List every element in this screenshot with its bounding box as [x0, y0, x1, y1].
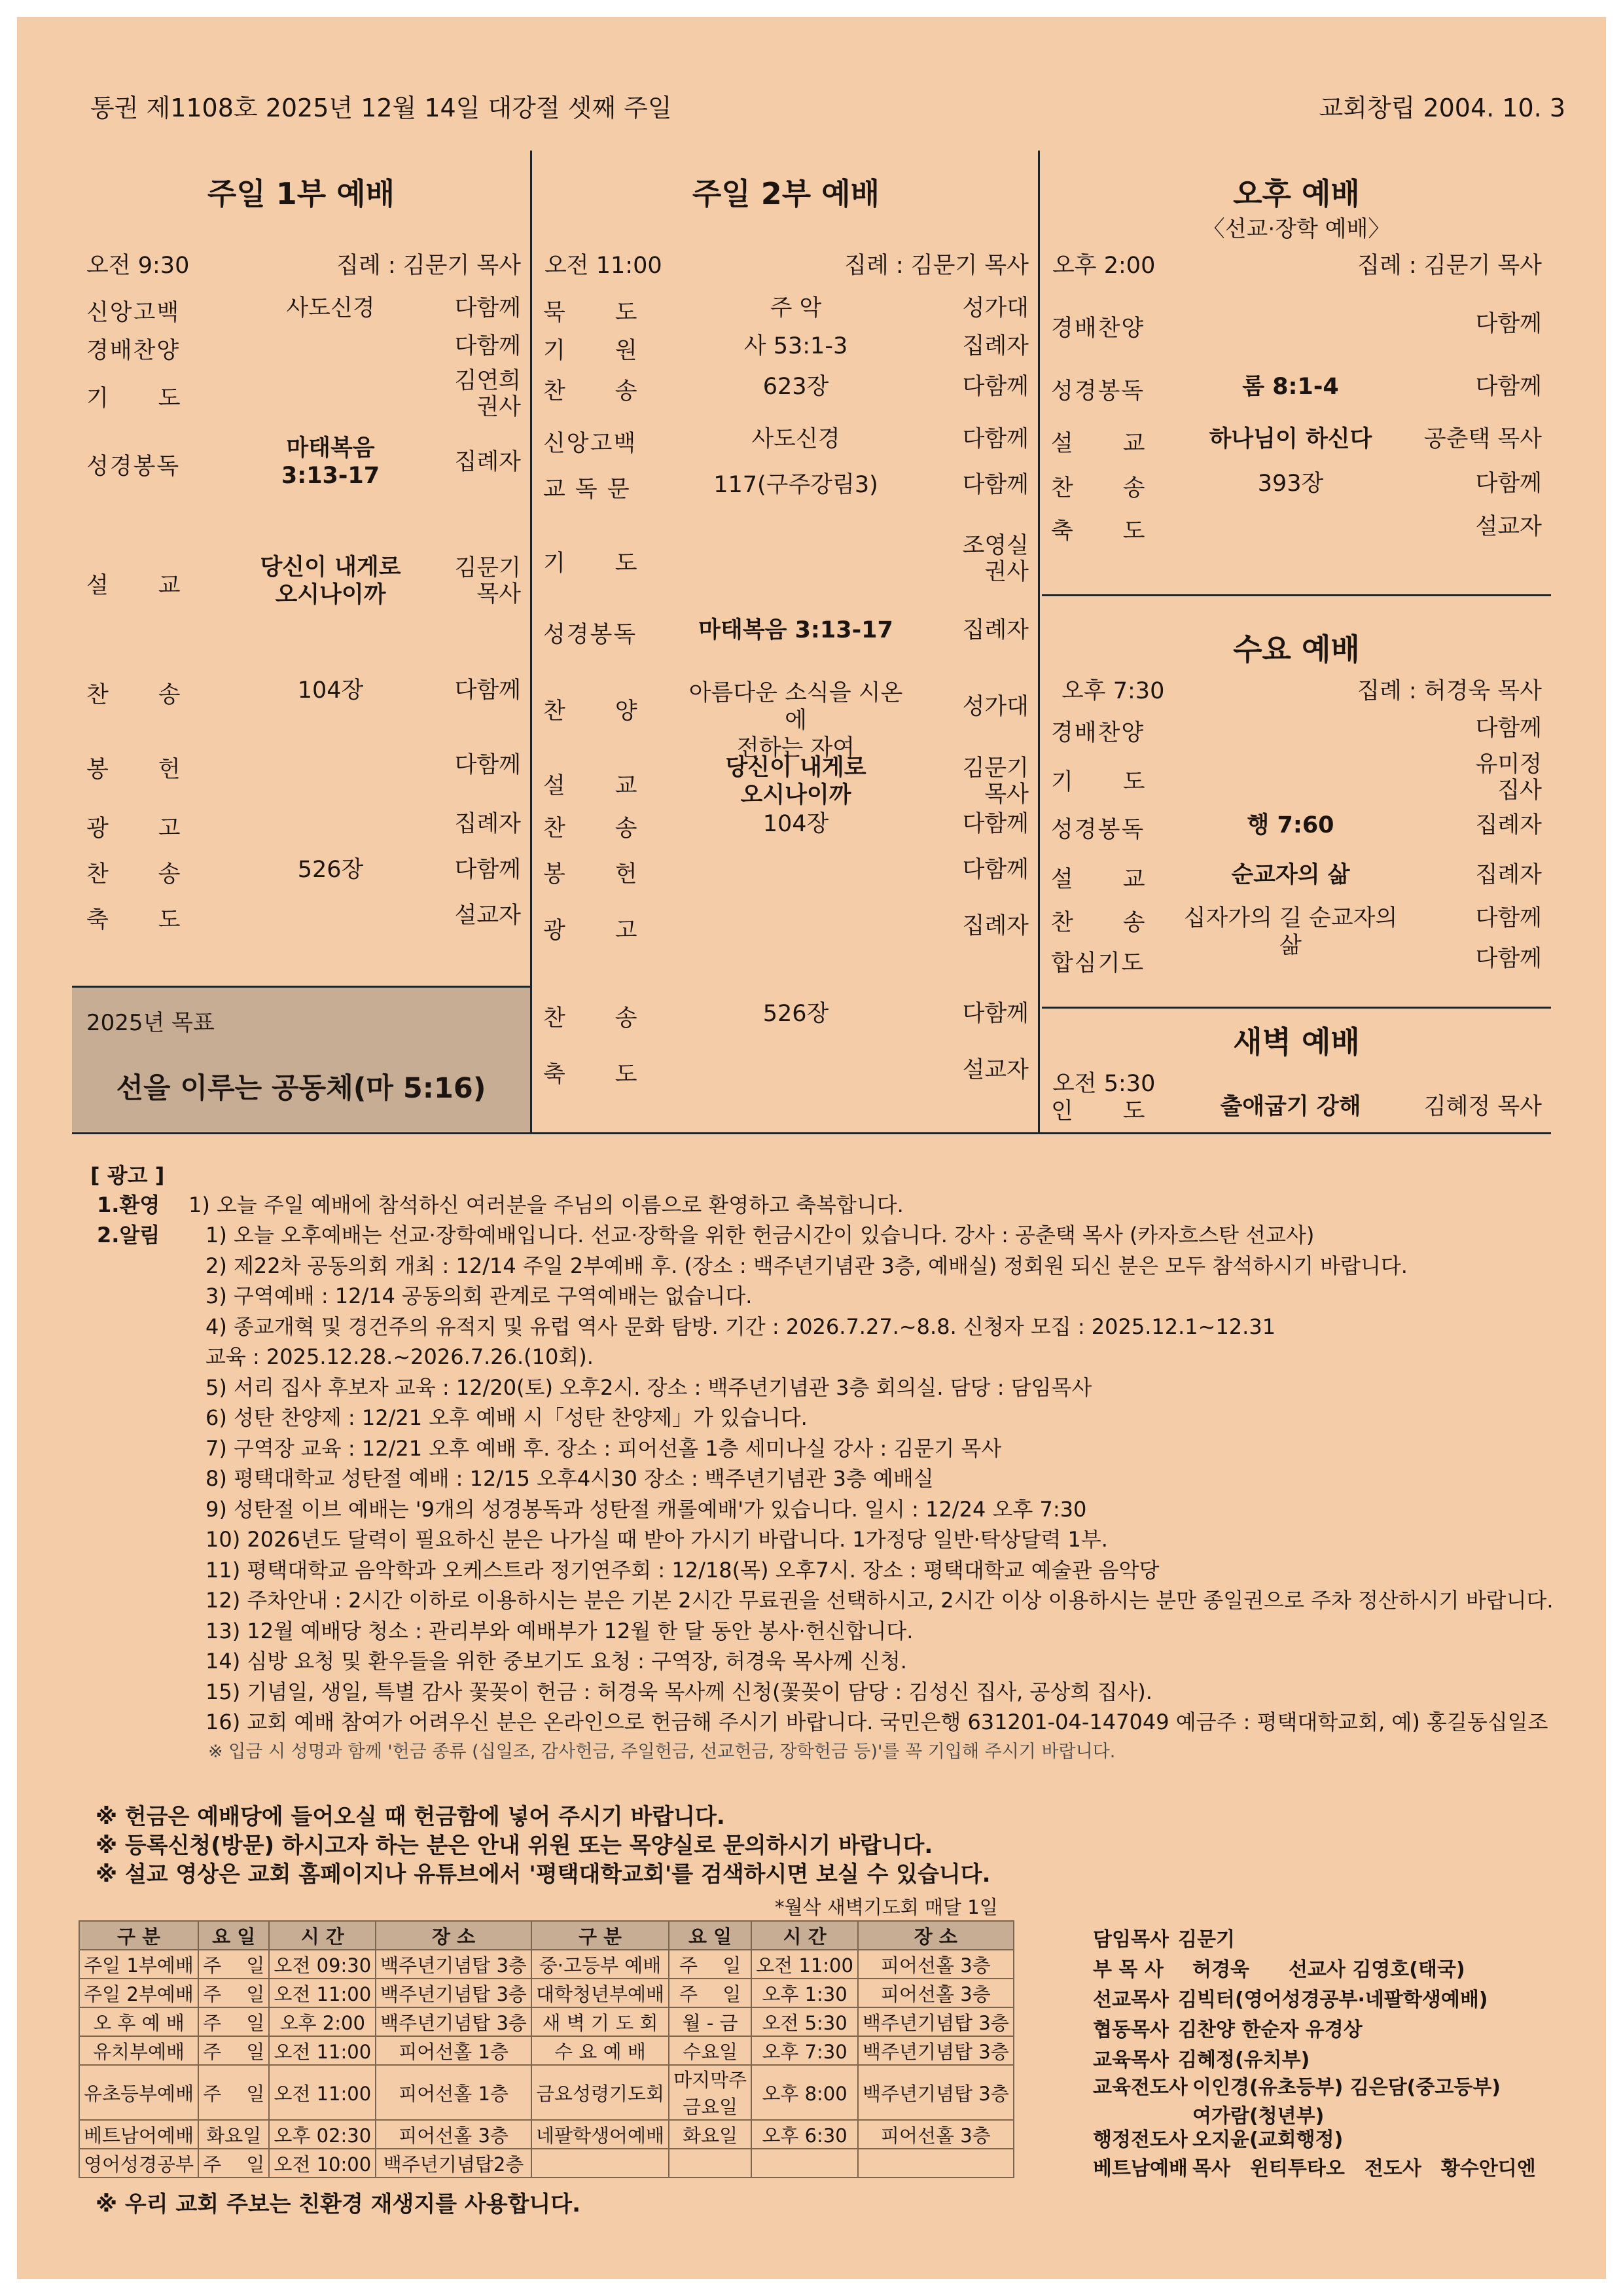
eco-note: ※ 우리 교회 주보는 친환경 재생지를 사용합니다. [96, 2191, 581, 2217]
order-person: 김문기 목사 [454, 555, 521, 607]
order-name: 성경봉독 [86, 454, 181, 480]
schedule-cell: 백주년기념탑 3층 [858, 2007, 1014, 2036]
service2-section [534, 151, 1038, 1132]
order-name: 설 교 [1051, 867, 1147, 893]
order-name: 성경봉독 [1051, 817, 1145, 843]
schedule-table [79, 1920, 1014, 2178]
schedule-cell: 주일 1부예배 [79, 1950, 198, 1979]
order-name: 찬 송 [1051, 910, 1147, 936]
order-name: 축 도 [543, 1062, 639, 1088]
schedule-cell: 백주년기념탑 3층 [376, 1950, 531, 1979]
staff-role: 담임목사 [1093, 1928, 1169, 1951]
schedule-cell: 베트남어예배 [79, 2120, 198, 2149]
schedule-header-cell: 요 일 [198, 1921, 269, 1950]
order-content: 하나님이 하신다 [1209, 426, 1372, 452]
notice-item: 8) 평택대학교 성탄절 예배 : 12/15 오후4시30 장소 : 백주년기념관 3층 예배실 [205, 1466, 934, 1491]
service-row [534, 1056, 1038, 1088]
order-content: 출애굽기 강해 [1220, 1094, 1361, 1120]
afternoon-leader: 집례 : 김문기 목사 [1357, 253, 1542, 279]
order-content: 마태복음 3:13-17 [281, 435, 380, 489]
notice-item: 교육 : 2025.12.28.~2026.7.26.(10회). [205, 1344, 594, 1369]
service-row [534, 754, 1038, 809]
order-person: 다함께 [1475, 471, 1542, 497]
schedule-cell: 오후 7:30 [751, 2036, 858, 2065]
order-name: 기 도 [1051, 769, 1147, 795]
schedule-header-cell: 구 분 [531, 1921, 669, 1950]
service1-section [72, 151, 530, 982]
schedule-cell: 영어성경공부 [79, 2149, 198, 2178]
staff-role: 베트남예배 [1093, 2157, 1188, 2180]
order-person: 다함께 [454, 857, 521, 883]
order-name: 찬 송 [86, 861, 182, 888]
welcome-label: 1.환영 [97, 1193, 160, 1217]
schedule-cell: 오후 2:00 [269, 2007, 376, 2036]
schedule-cell: 오후 02:30 [269, 2120, 376, 2149]
schedule-cell [858, 2149, 1014, 2178]
table-row [79, 2007, 1014, 2036]
service-row [72, 554, 530, 609]
order-content: 사도신경 [286, 295, 375, 321]
order-name: 찬 송 [543, 1005, 639, 1031]
schedule-cell: 화요일 [669, 2120, 751, 2149]
schedule-cell: 주 일 [198, 2036, 269, 2065]
section-divider [1042, 1007, 1551, 1009]
schedule-cell: 오전 11:00 [269, 2065, 376, 2120]
order-person: 집례자 [1475, 812, 1542, 838]
order-person: 다함께 [962, 811, 1029, 837]
welcome-text: 1) 오늘 주일 예배에 참석하신 여러분을 주님의 이름으로 환영하고 축복합니다. [188, 1193, 904, 1217]
order-content: 526장 [297, 857, 364, 883]
schedule-cell: 피어선홀 3층 [858, 1950, 1014, 1979]
order-name: 기 도 [543, 550, 639, 577]
section-divider [72, 1132, 1551, 1134]
schedule-cell: 주 일 [669, 1950, 751, 1979]
table-row [79, 2065, 1014, 2120]
goal-box [72, 986, 530, 1132]
order-person: 김문기 목사 [962, 755, 1029, 808]
service-row [534, 531, 1038, 586]
service2-time: 오전 11:00 [544, 253, 662, 279]
order-person: 설교자 [1475, 514, 1542, 540]
schedule-header-row [79, 1921, 1014, 1950]
schedule-cell: 주 일 [198, 2149, 269, 2178]
order-person: 집례자 [962, 913, 1029, 939]
schedule-cell: 오전 10:00 [269, 2149, 376, 2178]
order-person: 다함께 [1475, 715, 1542, 742]
service-row [534, 617, 1038, 648]
order-name: 신앙고백 [543, 431, 637, 457]
service1-title: 주일 1부 예배 [207, 176, 395, 211]
notice-item: 2) 제22차 공동의회 개최 : 12/14 주일 2부예배 후. (장소 : 백주년기념관 3층, 예배실) 정회원 되신 분은 모두 참석하시기 바랍니다. [205, 1253, 1408, 1278]
staff-names: 김찬양 한순자 유경상 [1178, 2018, 1363, 2041]
goal-text: 선을 이루는 공동체(마 5:16) [116, 1072, 486, 1105]
order-person: 성가대 [962, 295, 1029, 321]
info-note: ※ 헌금은 예배당에 들어오실 때 헌금함에 넣어 주시기 바랍니다. [96, 1804, 725, 1830]
dawn-time: 오전 5:30 [1052, 1071, 1156, 1097]
schedule-cell: 오 후 예 배 [79, 2007, 198, 2036]
service2-leader: 집례 : 김문기 목사 [844, 253, 1029, 279]
staff-role: 부 목 사 [1093, 1958, 1164, 1981]
order-name: 설 교 [543, 773, 639, 799]
order-name: 찬 송 [86, 682, 182, 708]
schedule-header-cell: 시 간 [751, 1921, 858, 1950]
service-row [1042, 470, 1551, 501]
order-person: 김혜정 목사 [1423, 1094, 1542, 1120]
order-content: 117(구주강림3) [713, 472, 878, 498]
service-row [534, 373, 1038, 404]
schedule-header-cell: 구 분 [79, 1921, 198, 1950]
notice-item: 4) 종교개혁 및 경건주의 유적지 및 유럽 역사 문화 탐방. 기간 : 2026.7.27.~8.8. 신청자 모집 : 2025.12.1~12.31 [205, 1314, 1276, 1339]
order-name: 기 원 [543, 338, 639, 364]
schedule-cell: 피어선홀 1층 [376, 2036, 531, 2065]
order-content: 526장 [762, 1001, 829, 1027]
staff-names: 김문기 [1178, 1928, 1235, 1951]
column-divider [530, 151, 532, 1132]
notice-item: 16) 교회 예배 참여가 어려우신 분은 온라인으로 헌금해 주시기 바랍니다. 국민은행 631201-04-147049 예금주 : 평택대학교회, 예) 홍길동십일조 [205, 1710, 1548, 1734]
service-row [72, 332, 530, 364]
schedule-cell: 마지막주 금요일 [669, 2065, 751, 2120]
service-row [1042, 945, 1551, 977]
staff-names: 목사 윈티투타오 전도사 황수안디엔 [1192, 2157, 1536, 2180]
order-content: 당신이 내게로 오시나이까 [725, 755, 866, 808]
order-content: 행 7:60 [1247, 812, 1334, 838]
order-name: 경배찬양 [1051, 720, 1145, 746]
schedule-cell: 주 일 [198, 1950, 269, 1979]
order-name: 봉 헌 [543, 861, 639, 888]
afternoon-time: 오후 2:00 [1052, 253, 1156, 279]
schedule-cell: 주 일 [669, 1979, 751, 2007]
order-person: 조영실 권사 [962, 533, 1029, 585]
service-row [534, 471, 1038, 503]
order-person: 다함께 [962, 472, 1029, 498]
service-row [1042, 1093, 1551, 1124]
order-person: 다함께 [454, 752, 521, 778]
service-row [1042, 750, 1551, 805]
table-row [79, 2120, 1014, 2149]
order-person: 설교자 [454, 903, 521, 929]
notice-label: 2.알림 [97, 1223, 160, 1247]
service-row [72, 435, 530, 490]
order-person: 집례자 [454, 811, 521, 837]
order-person: 다함께 [1475, 905, 1542, 931]
order-person: 다함께 [1475, 374, 1542, 400]
service-row [534, 425, 1038, 457]
service-row [534, 1000, 1038, 1031]
order-content: 주 악 [770, 295, 822, 321]
schedule-cell: 백주년기념탑 3층 [858, 2065, 1014, 2120]
schedule-cell: 주일 2부예배 [79, 1979, 198, 2007]
schedule-cell: 피어선홀 3층 [858, 1979, 1014, 2007]
order-name: 광 고 [86, 816, 182, 842]
bulletin-page [17, 17, 1606, 2279]
schedule-cell: 주 일 [198, 1979, 269, 2007]
order-name: 찬 양 [543, 698, 639, 725]
service-row [1042, 715, 1551, 746]
schedule-cell: 유치부예배 [79, 2036, 198, 2065]
service-row [534, 810, 1038, 842]
order-content: 사도신경 [751, 426, 840, 452]
order-person: 다함께 [962, 426, 1029, 452]
order-person: 성가대 [962, 694, 1029, 720]
issue-info: 통권 제1108호 2025년 12월 14일 대강절 셋째 주일 [90, 94, 672, 122]
service2-title: 주일 2부 예배 [692, 176, 880, 211]
order-name: 설 교 [86, 573, 182, 599]
service-row [1042, 861, 1551, 893]
schedule-header-cell: 장 소 [376, 1921, 531, 1950]
order-name: 찬 송 [543, 816, 639, 842]
service-row [1042, 425, 1551, 457]
schedule-cell: 화요일 [198, 2120, 269, 2149]
order-person: 공춘택 목사 [1423, 426, 1542, 452]
notice-item: 9) 성탄절 이브 예배는 '9개의 성경봉독과 성탄절 캐롤예배'가 있습니다. 일시 : 12/24 오후 7:30 [205, 1496, 1087, 1522]
order-person: 다함께 [1475, 946, 1542, 972]
order-name: 축 도 [1051, 518, 1147, 545]
notice-item: 6) 성탄 찬양제 : 12/21 오후 예배 시「성탄 찬양제」가 있습니다. [205, 1405, 808, 1430]
service-row [534, 332, 1038, 364]
service-row [534, 679, 1038, 761]
staff-names: 허경욱 선교사 김영호(태국) [1192, 1958, 1465, 1981]
order-content: 104장 [297, 677, 364, 704]
wednesday-leader: 집례 : 허경욱 목사 [1357, 678, 1542, 704]
order-name: 찬 송 [543, 378, 639, 404]
notice-item: 15) 기념일, 생일, 특별 감사 꽃꽂이 헌금 : 허경욱 목사께 신청(꽃꽂이 담당 : 김성신 집사, 공상희 집사). [205, 1679, 1152, 1704]
staff-names: 김빅터(영어성경공부·네팔학생예배) [1178, 1988, 1488, 2011]
notice-item: 12) 주차안내 : 2시간 이하로 이용하시는 분은 기본 2시간 무료권을 선택하시고, 2시간 이상 이용하시는 분만 종일권으로 주차 정산하시기 바랍니다. [205, 1588, 1554, 1613]
order-name: 신앙고백 [86, 300, 181, 326]
order-person: 다함께 [962, 1001, 1029, 1027]
order-content: 당신이 내게로 오시나이까 [260, 554, 401, 608]
service1-time: 오전 9:30 [86, 253, 190, 279]
section-divider [1042, 594, 1551, 596]
notice-item: 14) 심방 요청 및 환우들을 위한 중보기도 요청 : 구역장, 허경욱 목사께 신청. [205, 1649, 907, 1674]
schedule-cell: 대학청년부예배 [531, 1979, 669, 2007]
order-name: 성경봉독 [1051, 378, 1145, 404]
order-name: 기 도 [86, 386, 182, 412]
notice-item: 3) 구역예배 : 12/14 공동의회 관계로 구역예배는 없습니다. [205, 1283, 753, 1308]
order-name: 성경봉독 [543, 622, 637, 648]
info-note: ※ 등록신청(방문) 하시고자 하는 분은 안내 위원 또는 목양실로 문의하시기 바랍니다. [96, 1833, 933, 1859]
notice-item: 10) 2026년도 달력이 필요하신 분은 나가실 때 받아 가시기 바랍니다. 1가정당 일반·탁상달력 1부. [205, 1527, 1108, 1552]
schedule-cell: 주 일 [198, 2065, 269, 2120]
schedule-cell: 오후 1:30 [751, 1979, 858, 2007]
order-person: 다함께 [454, 677, 521, 704]
staff-role: 교육목사 [1093, 2049, 1169, 2072]
schedule-cell: 피어선홀 3층 [858, 2120, 1014, 2149]
schedule-cell: 오후 8:00 [751, 2065, 858, 2120]
wednesday-time: 오후 7:30 [1061, 678, 1165, 704]
order-person: 집례자 [962, 617, 1029, 643]
order-person: 다함께 [454, 295, 521, 321]
schedule-header-cell: 장 소 [858, 1921, 1014, 1950]
order-name: 경배찬양 [86, 338, 181, 364]
service-row [534, 295, 1038, 326]
schedule-cell [751, 2149, 858, 2178]
service-row [72, 367, 530, 422]
schedule-cell: 주 일 [198, 2007, 269, 2036]
service-row [72, 810, 530, 842]
staff-role: 행정전도사 [1093, 2128, 1188, 2151]
service-row [534, 856, 1038, 888]
schedule-cell: 백주년기념탑 3층 [858, 2036, 1014, 2065]
notice-item: 5) 서리 집사 후보자 교육 : 12/20(토) 오후2시. 장소 : 백주년기념관 3층 회의실. 담당 : 담임목사 [205, 1374, 1092, 1400]
staff-role: 교육전도사 [1093, 2076, 1188, 2099]
order-name: 찬 송 [1051, 475, 1147, 501]
offering-footnote: ※ 입금 시 성명과 함께 '헌금 종류 (십일조, 감사헌금, 주일헌금, 선교헌금, 장학헌금 등)'를 꼭 기입해 주시기 바랍니다. [208, 1742, 1116, 1762]
staff-names: 이인경(유초등부) 김은담(중고등부) 여가람(청년부) [1192, 2076, 1501, 2128]
order-person: 다함께 [454, 333, 521, 359]
order-content: 순교자의 삶 [1231, 862, 1350, 888]
notice-item: 13) 12월 예배당 청소 : 관리부와 예배부가 12월 한 달 동안 봉사·헌신합니다. [205, 1618, 914, 1643]
order-person: 설교자 [962, 1057, 1029, 1083]
table-row [79, 1950, 1014, 1979]
schedule-cell: 피어선홀 1층 [376, 2065, 531, 2120]
order-content: 623장 [762, 374, 829, 400]
table-row [79, 2036, 1014, 2065]
schedule-header-cell: 요 일 [669, 1921, 751, 1950]
service-row [72, 751, 530, 783]
order-person: 다함께 [962, 857, 1029, 883]
order-name: 인 도 [1051, 1098, 1147, 1124]
order-content: 사 53:1-3 [743, 333, 848, 359]
order-name: 광 고 [543, 918, 639, 944]
goal-label: 2025년 목표 [86, 1010, 215, 1036]
service-row [72, 677, 530, 708]
dawn-title: 새벽 예배 [1233, 1024, 1360, 1060]
order-content: 마태복음 3:13-17 [698, 617, 893, 643]
schedule-cell: 오후 6:30 [751, 2120, 858, 2149]
ads-heading: [ 광고 ] [90, 1163, 165, 1188]
order-name: 묵 도 [543, 300, 639, 326]
schedule-cell: 월 - 금 [669, 2007, 751, 2036]
notice-item: 7) 구역장 교육 : 12/21 오후 예배 후. 장소 : 피어선홀 1층 세미나실 강사 : 김문기 목사 [205, 1435, 1002, 1461]
service-row [1042, 905, 1551, 959]
table-row [79, 2149, 1014, 2178]
schedule-cell: 백주년기념탑 3층 [376, 2007, 531, 2036]
schedule-cell: 금요성령기도회 [531, 2065, 669, 2120]
schedule-cell: 네팔학생어예배 [531, 2120, 669, 2149]
service-row [72, 902, 530, 933]
staff-role: 선교목사 [1093, 1988, 1169, 2011]
order-person: 집례자 [962, 333, 1029, 359]
schedule-cell: 백주년기념탑 3층 [376, 1979, 531, 2007]
church-founding: 교회창립 2004. 10. 3 [1319, 94, 1565, 122]
schedule-header-cell: 시 간 [269, 1921, 376, 1950]
schedule-cell: 오전 11:00 [751, 1950, 858, 1979]
schedule-cell [531, 2149, 669, 2178]
afternoon-title: 오후 예배 [1233, 176, 1360, 211]
order-content: 롬 8:1-4 [1242, 374, 1339, 400]
right-column [1042, 151, 1551, 1132]
order-name: 경배찬양 [1051, 315, 1145, 342]
order-name: 설 교 [1051, 431, 1147, 457]
order-name: 교 독 문 [543, 476, 631, 503]
service-row [72, 856, 530, 888]
service-row [1042, 373, 1551, 404]
schedule-cell: 새 벽 기 도 회 [531, 2007, 669, 2036]
schedule-cell: 수요일 [669, 2036, 751, 2065]
staff-names: 오지윤(교회행정) [1192, 2128, 1344, 2151]
schedule-cell: 오전 5:30 [751, 2007, 858, 2036]
info-note: ※ 설교 영상은 교회 홈페이지나 유튜브에서 '평택대학교회'를 검색하시면 보실 수 있습니다. [96, 1861, 991, 1888]
order-person: 다함께 [1475, 311, 1542, 337]
staff-role: 협동목사 [1093, 2018, 1169, 2041]
schedule-cell: 오전 11:00 [269, 2036, 376, 2065]
notice-item: 1) 오늘 오후예배는 선교·장학예배입니다. 선교·장학을 위한 헌금시간이 있습니다. 강사 : 공춘택 목사 (카자흐스탄 선교사) [205, 1223, 1315, 1247]
monthly-dawn-note: *월삭 새벽기도회 매달 1일 [775, 1896, 998, 1918]
notice-item: 11) 평택대학교 음악학과 오케스트라 정기연주회 : 12/18(목) 오후7시. 장소 : 평택대학교 예술관 음악당 [205, 1557, 1160, 1583]
schedule-cell: 수 요 예 배 [531, 2036, 669, 2065]
schedule-cell: 오전 11:00 [269, 1979, 376, 2007]
order-person: 집례자 [1475, 862, 1542, 888]
service-row [1042, 310, 1551, 342]
order-name: 합심기도 [1051, 950, 1145, 977]
service-row [1042, 513, 1551, 545]
afternoon-subtitle: 〈선교·장학 예배〉 [1202, 216, 1391, 242]
wednesday-title: 수요 예배 [1233, 632, 1360, 667]
order-name: 축 도 [86, 907, 182, 933]
service-row [1042, 812, 1551, 843]
staff-names: 김혜정(유치부) [1178, 2049, 1310, 2072]
order-content: 393장 [1257, 471, 1324, 497]
table-row [79, 1979, 1014, 2007]
schedule-cell: 유초등부예배 [79, 2065, 198, 2120]
order-person: 집례자 [454, 449, 521, 475]
order-name: 봉 헌 [86, 757, 182, 783]
order-person: 다함께 [962, 374, 1029, 400]
schedule-cell [669, 2149, 751, 2178]
column-divider [1038, 151, 1040, 1132]
schedule-cell: 백주년기념탑2층 [376, 2149, 531, 2178]
schedule-cell: 중·고등부 예배 [531, 1950, 669, 1979]
service-row [534, 912, 1038, 944]
service1-leader: 집례 : 김문기 목사 [336, 253, 521, 279]
service-row [72, 295, 530, 326]
order-person: 김연희 권사 [454, 368, 521, 420]
schedule-cell: 오전 09:30 [269, 1950, 376, 1979]
schedule-cell: 피어선홀 3층 [376, 2120, 531, 2149]
order-content: 아름다운 소식을 시온에 전하는 자여 [688, 680, 903, 761]
order-person: 유미정 집사 [1475, 751, 1542, 804]
order-content: 104장 [762, 811, 829, 837]
order-content: 십자가의 길 순교자의 삶 [1183, 905, 1398, 959]
